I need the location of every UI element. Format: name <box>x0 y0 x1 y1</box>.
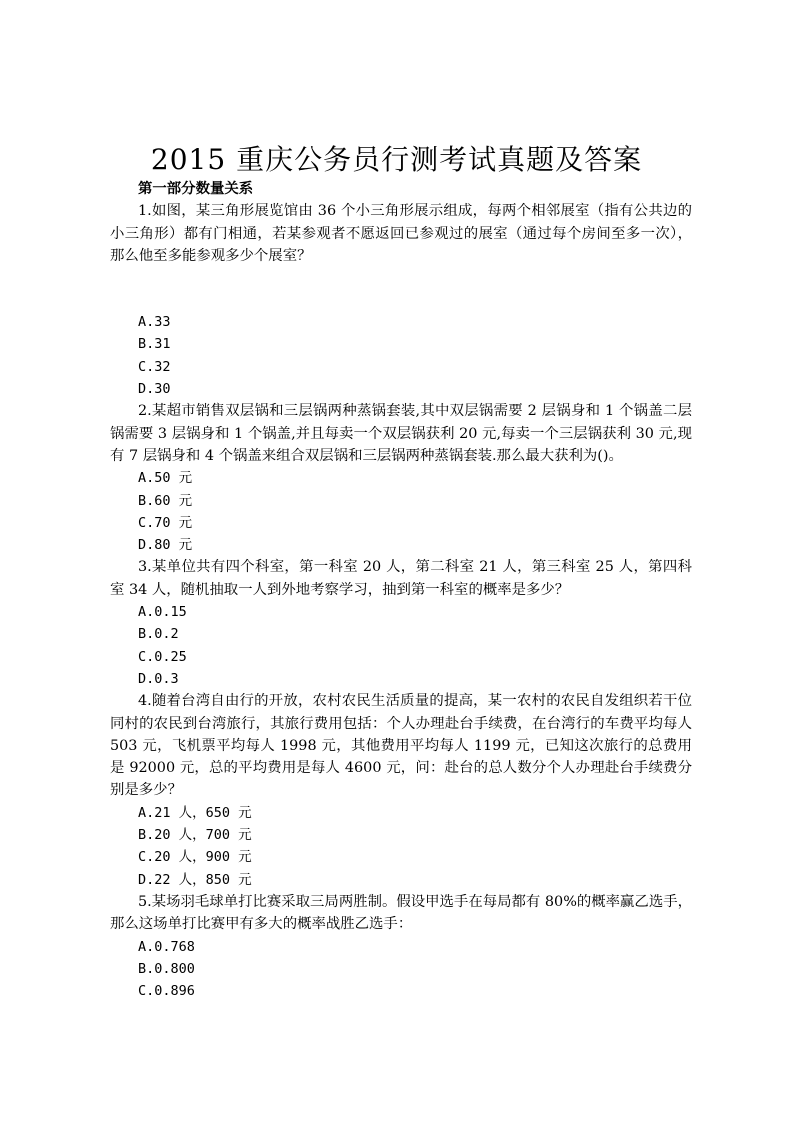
section-heading: 第一部分数量关系 <box>138 180 254 197</box>
document-title: 2015 重庆公务员行测考试真题及答案 <box>150 143 643 176</box>
option-b: B.20 人，700 元 <box>138 827 252 844</box>
question-text: 5.某场羽毛球单打比赛采取三局两胜制。假设甲选手在每局都有 80%的概率赢乙选手，那么这场单打比赛甲有多大的概率战胜乙选手： <box>110 893 692 933</box>
option-c: C.0.25 <box>138 648 187 665</box>
option-d: D.30 <box>138 381 171 398</box>
option-c: C.32 <box>138 358 171 375</box>
option-d: D.80 元 <box>138 537 193 554</box>
option-b: B.0.2 <box>138 626 179 643</box>
question-text: 4.随着台湾自由行的开放，农村农民生活质量的提高，某一农村的农民自发组织若干位同村的农民到台湾旅行，其旅行费用包括：个人办理赴台手续费，在台湾行的车费平均每人 503 元，飞机票平均每人 1998 元，其他费用平均每人 1199 元，已知这次旅行的总费用是 92000 元，总的平均费用是每人 4600 元，问：赴台的总人数分个人办理赴台手续费分别是多少？ <box>110 693 692 799</box>
question-text: 1.如图，某三角形展览馆由 36 个小三角形展示组成，每两个相邻展室（指有公共边的小三角形）都有门相通，若某参观者不愿返回已参观过的展室（通过每个房间至多一次），那么他至多能参观多少个展室？ <box>110 203 692 264</box>
option-a: A.33 <box>138 314 171 331</box>
option-c: C.0.896 <box>138 983 195 1000</box>
question-4 <box>110 690 692 891</box>
question-text: 3.某单位共有四个科室，第一科室 20 人，第二科室 21 人，第三科室 25 人，第四科室 34 人，随机抽取一人到外地考察学习，抽到第一科室的概率是多少？ <box>110 559 692 598</box>
document-body <box>110 178 692 1002</box>
option-c: C.20 人，900 元 <box>138 849 252 866</box>
question-2 <box>110 400 692 556</box>
option-a: A.0.15 <box>138 604 187 621</box>
option-b: B.60 元 <box>138 492 193 509</box>
question-text: 2.某超市销售双层锅和三层锅两种蒸锅套装,其中双层锅需要 2 层锅身和 1 个锅盖二层锅需要 3 层锅身和 1 个锅盖,并且每卖一个双层锅获利 20 元,每卖一个三层锅获利 30 元,现有 7 层锅身和 4 个锅盖来组合双层锅和三层锅两种蒸锅套装.那么最大获利为()。 <box>110 403 692 464</box>
option-d: D.0.3 <box>138 670 179 687</box>
question-1 <box>110 200 692 400</box>
option-b: B.0.800 <box>138 960 195 977</box>
question-3 <box>110 556 692 690</box>
option-c: C.70 元 <box>138 514 193 531</box>
question-5 <box>110 891 692 1002</box>
option-a: A.50 元 <box>138 470 193 487</box>
option-a: A.21 人，650 元 <box>138 804 252 821</box>
option-d: D.22 人，850 元 <box>138 871 252 888</box>
figure-placeholder <box>110 267 692 311</box>
option-a: A.0.768 <box>138 938 195 955</box>
option-b: B.31 <box>138 336 171 353</box>
